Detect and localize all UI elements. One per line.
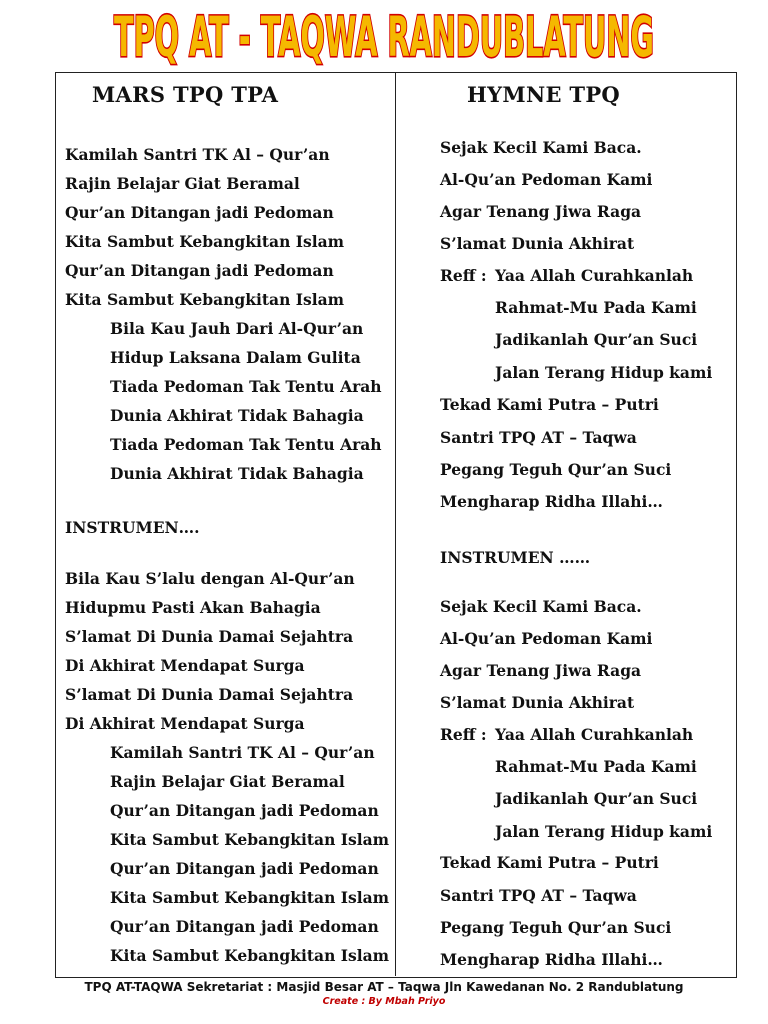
mars-lyric-line: Tiada Pedoman Tak Tentu Arah [110, 435, 382, 454]
hymne-lyric-line: Pegang Teguh Qur’an Suci [440, 918, 672, 937]
mars-lyric-line: Qur’an Ditangan jadi Pedoman [110, 801, 379, 820]
mars-lyric-line: Kamilah Santri TK Al – Qur’an [110, 743, 375, 762]
hymne-lyric-line: Rahmat-Mu Pada Kami [495, 757, 697, 776]
mars-lyric-line: Di Akhirat Mendapat Surga [65, 656, 305, 675]
mars-lyric-line: Kita Sambut Kebangkitan Islam [110, 946, 390, 965]
left-column-title: MARS TPQ TPA [92, 82, 279, 107]
mars-lyric-line: Hidup Laksana Dalam Gulita [110, 348, 361, 367]
hymne-lyric-line: Rahmat-Mu Pada Kami [495, 298, 697, 317]
reff-lyric-text: Yaa Allah Curahkanlah [495, 725, 694, 744]
footer [0, 980, 768, 1007]
hymne-lyric-line: Santri TPQ AT – Taqwa [440, 428, 637, 447]
hymne-lyric-line [440, 725, 693, 745]
right-column-title: HYMNE TPQ [467, 82, 621, 107]
mars-lyric-line: INSTRUMEN…. [65, 518, 200, 537]
mars-lyric-line: Rajin Belajar Giat Beramal [110, 772, 345, 791]
mars-lyric-line: Di Akhirat Mendapat Surga [65, 714, 305, 733]
mars-lyric-line: Kita Sambut Kebangkitan Islam [65, 290, 345, 309]
hymne-lyric-line: Al-Qu’an Pedoman Kami [440, 170, 653, 189]
hymne-lyric-line: Pegang Teguh Qur’an Suci [440, 460, 672, 479]
mars-lyric-line: Qur’an Ditangan jadi Pedoman [110, 917, 379, 936]
mars-lyric-line: Dunia Akhirat Tidak Bahagia [110, 464, 364, 483]
mars-lyric-line: Qur’an Ditangan jadi Pedoman [110, 859, 379, 878]
mars-lyric-line: Kamilah Santri TK Al – Qur’an [65, 145, 330, 164]
mars-lyric-line: Kita Sambut Kebangkitan Islam [110, 830, 390, 849]
footer-credit: Create : By Mbah Priyo [322, 996, 446, 1007]
hymne-lyric-line [440, 266, 693, 286]
mars-lyric-line: Qur’an Ditangan jadi Pedoman [65, 261, 334, 280]
mars-lyric-line: Kita Sambut Kebangkitan Islam [65, 232, 345, 251]
header-banner [0, 4, 768, 70]
hymne-lyric-line: Jalan Terang Hidup kami [495, 822, 713, 841]
footer-address: TPQ AT-TAQWA Sekretariat : Masjid Besar AT – Taqwa Jln Kawedanan No. 2 Randublatung [84, 980, 684, 994]
mars-lyric-line: S’lamat Di Dunia Damai Sejahtra [65, 627, 354, 646]
reff-label: Reff : [440, 725, 487, 744]
hymne-lyric-line: Jalan Terang Hidup kami [495, 363, 713, 382]
hymne-lyric-line: Agar Tenang Jiwa Raga [440, 202, 642, 221]
hymne-lyric-line: S’lamat Dunia Akhirat [440, 693, 635, 712]
mars-lyric-line: Bila Kau Jauh Dari Al-Qur’an [110, 319, 364, 338]
reff-lyric-text: Yaa Allah Curahkanlah [495, 266, 694, 285]
mars-lyric-line: Rajin Belajar Giat Beramal [65, 174, 300, 193]
hymne-lyric-line: INSTRUMEN …… [440, 548, 591, 567]
mars-lyric-line: Tiada Pedoman Tak Tentu Arah [110, 377, 382, 396]
hymne-lyric-line: Sejak Kecil Kami Baca. [440, 138, 642, 157]
title-wordart [104, 4, 664, 70]
hymne-lyric-line: Jadikanlah Qur’an Suci [495, 789, 698, 808]
hymne-lyric-line: Mengharap Ridha Illahi… [440, 492, 663, 511]
mars-lyric-line: Hidupmu Pasti Akan Bahagia [65, 598, 321, 617]
hymne-lyric-line: Jadikanlah Qur’an Suci [495, 330, 698, 349]
hymne-lyric-line: S’lamat Dunia Akhirat [440, 234, 635, 253]
hymne-lyric-line: Santri TPQ AT – Taqwa [440, 886, 637, 905]
mars-lyric-line: Dunia Akhirat Tidak Bahagia [110, 406, 364, 425]
reff-label: Reff : [440, 266, 487, 285]
mars-lyric-line: Qur’an Ditangan jadi Pedoman [65, 203, 334, 222]
mars-lyric-line: Bila Kau S’lalu dengan Al-Qur’an [65, 569, 355, 588]
hymne-lyric-line: Al-Qu’an Pedoman Kami [440, 629, 653, 648]
mars-lyric-line: Kita Sambut Kebangkitan Islam [110, 888, 390, 907]
column-divider [395, 72, 396, 976]
hymne-lyric-line: Mengharap Ridha Illahi… [440, 950, 663, 969]
hymne-lyric-line: Sejak Kecil Kami Baca. [440, 597, 642, 616]
mars-lyric-line: S’lamat Di Dunia Damai Sejahtra [65, 685, 354, 704]
hymne-lyric-line: Tekad Kami Putra – Putri [440, 853, 659, 872]
page-title: TPQ AT - TAQWA RANDUBLATUNG [114, 5, 655, 70]
hymne-lyric-line: Tekad Kami Putra – Putri [440, 395, 659, 414]
hymne-lyric-line: Agar Tenang Jiwa Raga [440, 661, 642, 680]
